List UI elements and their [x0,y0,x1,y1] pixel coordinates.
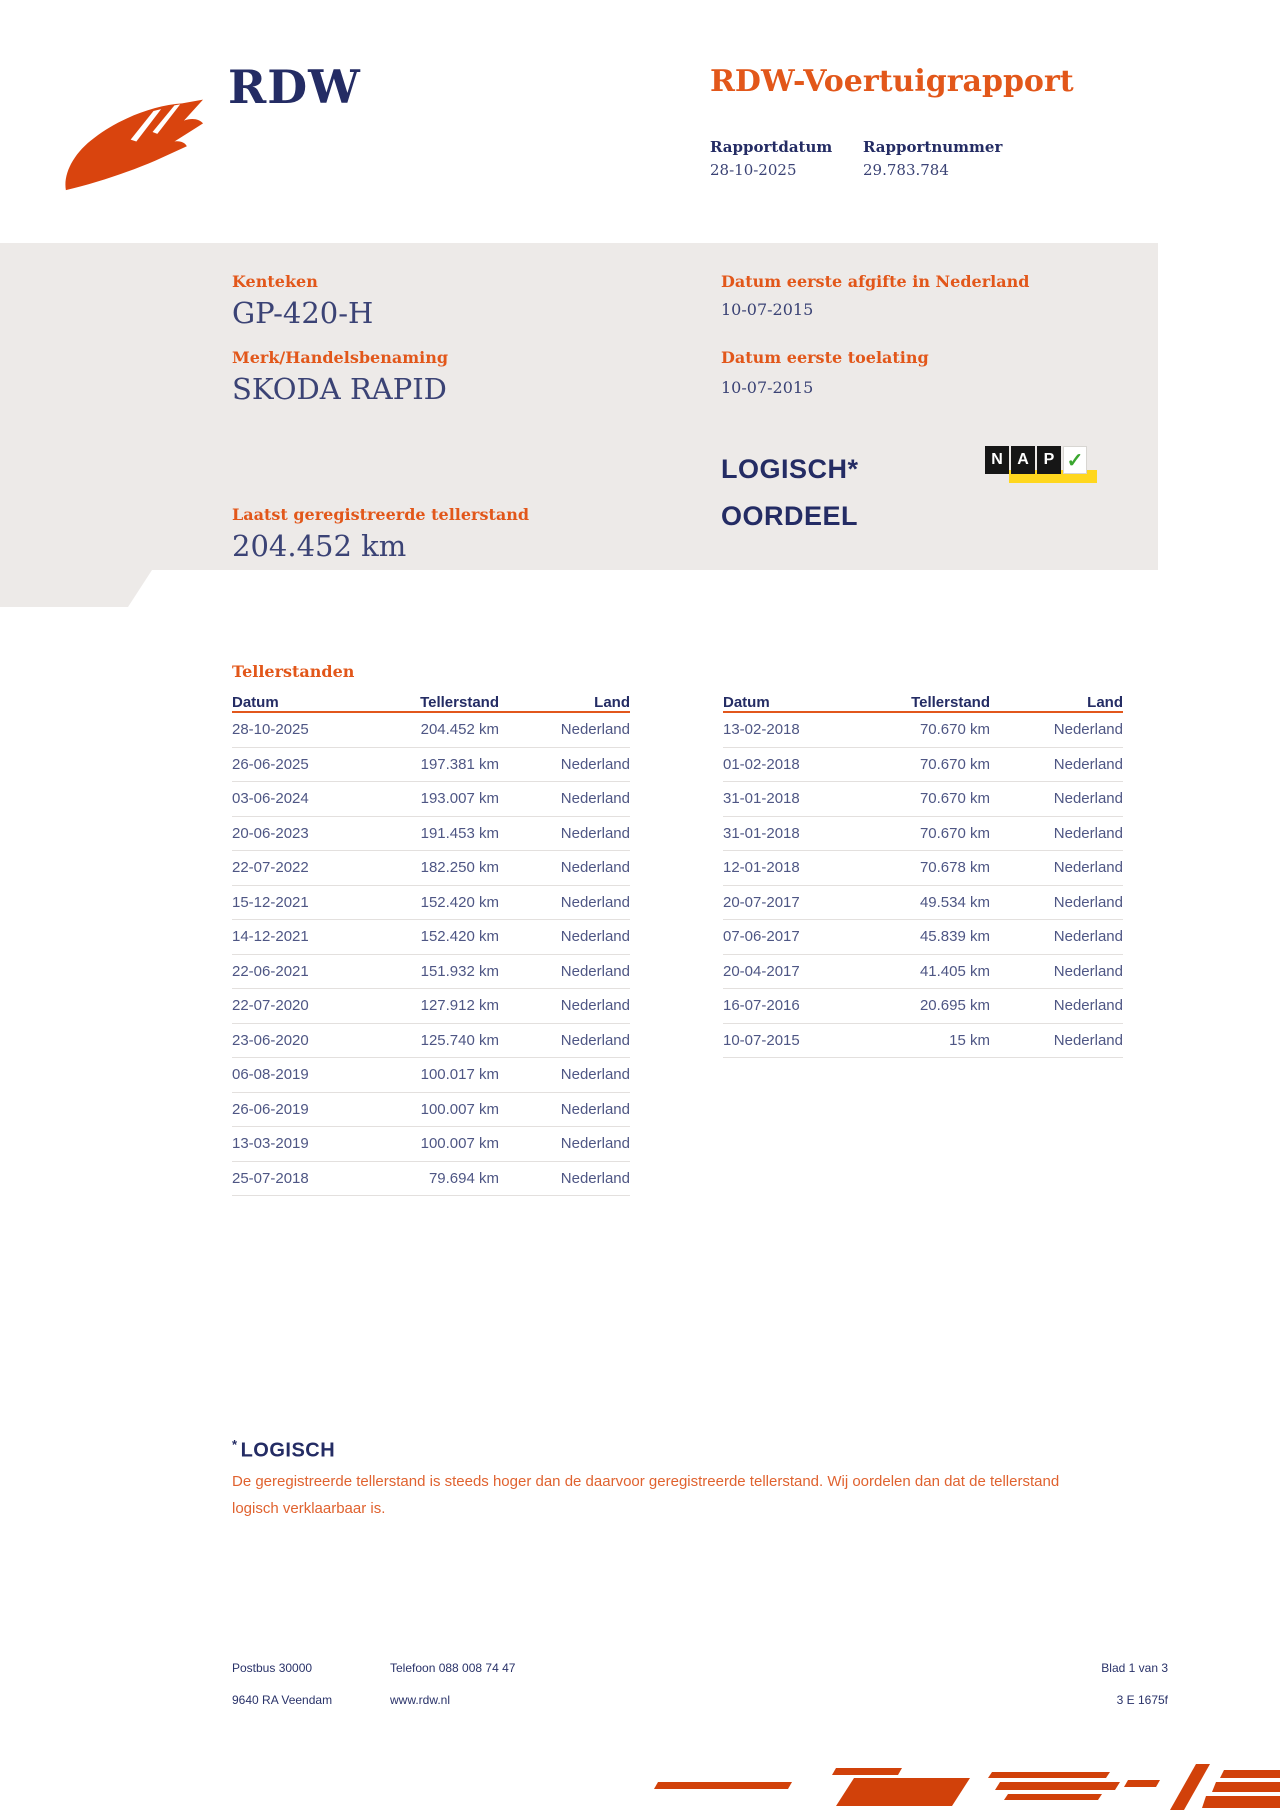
tellerstand-label: Laatst geregistreerde tellerstand [232,505,530,524]
report-date-label: Rapportdatum [710,138,833,156]
table-cell: Nederland [1053,997,1123,1015]
table-row [723,748,1123,783]
table-cell: 22-07-2020 [232,997,309,1015]
rdw-feather-logo-icon [56,92,211,192]
table-row [232,851,630,886]
report-number-label: Rapportnummer [863,138,1003,156]
table-cell: 70.670 km [919,755,990,773]
footer-website: www.rdw.nl [390,1693,451,1707]
nap-letter-a: A [1011,446,1035,474]
table-header-row [232,689,630,713]
merk-label: Merk/Handelsbenaming [232,348,449,367]
table-row [723,920,1123,955]
toelating-value: 10-07-2015 [721,378,814,397]
table-cell: 16-07-2016 [723,997,800,1015]
toelating-label: Datum eerste toelating [721,348,929,367]
table-row [232,1093,630,1128]
table-cell: Nederland [560,893,630,911]
logisch-asterisk: * [232,1437,238,1452]
oordeel-line2: OORDEEL [721,501,859,531]
col-header-datum: Datum [723,694,770,711]
table-cell: 20-04-2017 [723,962,800,980]
table-cell: 26-06-2025 [232,755,309,773]
table-cell: Nederland [1053,928,1123,946]
col-header-tellerstand: Tellerstand [420,694,499,711]
oordeel-text [721,446,859,540]
tellerstand-value: 204.452 km [232,529,407,563]
table-cell: 191.453 km [420,824,499,842]
table-body [232,713,630,1196]
table-cell: 12-01-2018 [723,859,800,877]
footer-address [232,1652,332,1716]
table-row [232,1024,630,1059]
table-cell: 41.405 km [919,962,990,980]
table-cell: 100.007 km [420,1135,499,1153]
table-cell: 20.695 km [919,997,990,1015]
table-cell: 49.534 km [919,893,990,911]
table-cell: 79.694 km [428,1169,499,1187]
table-cell: 15-12-2021 [232,893,309,911]
table-cell: 100.017 km [420,1066,499,1084]
table-cell: Nederland [1053,893,1123,911]
table-row [232,955,630,990]
table-cell: Nederland [560,859,630,877]
table-row [232,989,630,1024]
footer-doc-code: 3 E 1675f [1116,1693,1168,1707]
table-row [232,1058,630,1093]
afgifte-label: Datum eerste afgifte in Nederland [721,272,1030,291]
table-cell: 125.740 km [420,1031,499,1049]
footer-address-line1: Postbus 30000 [232,1661,313,1675]
table-cell: Nederland [560,928,630,946]
table-cell: 22-06-2021 [232,962,309,980]
table-cell: 70.678 km [919,859,990,877]
table-row [232,1162,630,1197]
nap-logo [985,444,1097,496]
table-cell: Nederland [560,1135,630,1153]
table-cell: 01-02-2018 [723,755,800,773]
table-row [723,989,1123,1024]
footer-page-info [1101,1652,1168,1716]
table-cell: 193.007 km [420,790,499,808]
table-row [232,886,630,921]
table-cell: 10-07-2015 [723,1031,800,1049]
footer-address-line2: 9640 RA Veendam [232,1693,333,1707]
table-cell: 70.670 km [919,790,990,808]
table-row [232,920,630,955]
table-cell: Nederland [560,962,630,980]
table-body [723,713,1123,1058]
table-cell: 100.007 km [420,1100,499,1118]
table-cell: 23-06-2020 [232,1031,309,1049]
table-cell: Nederland [560,824,630,842]
table-cell: 26-06-2019 [232,1100,309,1118]
table-cell: 31-01-2018 [723,824,800,842]
table-cell: 182.250 km [420,859,499,877]
table-cell: Nederland [1053,962,1123,980]
table-row [723,886,1123,921]
table-cell: 13-03-2019 [232,1135,309,1153]
table-row [723,817,1123,852]
table-cell: 22-07-2022 [232,859,309,877]
table-cell: Nederland [560,1031,630,1049]
report-number-value: 29.783.784 [863,161,949,179]
table-cell: Nederland [1053,824,1123,842]
table-cell: Nederland [1053,1031,1123,1049]
tellerstanden-heading: Tellerstanden [232,662,355,681]
table-cell: 70.670 km [919,824,990,842]
table-cell: 197.381 km [420,755,499,773]
nap-check-icon: ✓ [1063,446,1087,474]
table-cell: 70.670 km [919,721,990,739]
kenteken-value: GP-420-H [232,296,374,330]
footer-phone: Telefoon 088 008 74 47 [390,1661,516,1675]
table-cell: 152.420 km [420,928,499,946]
table-cell: Nederland [560,755,630,773]
table-cell: Nederland [1053,859,1123,877]
nap-letter-p: P [1037,446,1061,474]
afgifte-value: 10-07-2015 [721,300,814,319]
brand-wordmark: RDW [228,60,361,114]
table-cell: 25-07-2018 [232,1169,309,1187]
tellerstanden-table-left [232,689,630,1196]
table-row [723,713,1123,748]
report-date-value: 28-10-2025 [710,161,797,179]
table-cell: 07-06-2017 [723,928,800,946]
merk-value: SKODA RAPID [232,372,447,406]
col-header-land: Land [1087,694,1123,711]
table-cell: Nederland [560,1100,630,1118]
table-cell: Nederland [1053,721,1123,739]
footer-contact [390,1652,515,1716]
table-cell: 45.839 km [919,928,990,946]
col-header-tellerstand: Tellerstand [911,694,990,711]
table-cell: 13-02-2018 [723,721,800,739]
tellerstanden-table-right [723,689,1123,1058]
rdw-speedlines-graphic [640,1762,1280,1810]
table-cell: 127.912 km [420,997,499,1015]
table-cell: 151.932 km [420,962,499,980]
table-cell: Nederland [1053,790,1123,808]
table-cell: Nederland [560,997,630,1015]
table-cell: 28-10-2025 [232,721,309,739]
table-row [723,851,1123,886]
logisch-paragraph: De geregistreerde tellerstand is steeds hoger dan de daarvoor geregistreerde tellerstand. Wij oordelen dan dat de tellerstand logisch verklaarbaar is. [232,1473,1060,1517]
table-cell: 20-06-2023 [232,824,309,842]
table-row [232,713,630,748]
table-cell: 06-08-2019 [232,1066,309,1084]
table-row [232,1127,630,1162]
page-title: RDW-Voertuigrapport [710,64,1074,99]
oordeel-line1: LOGISCH* [721,454,859,484]
table-cell: 03-06-2024 [232,790,309,808]
table-row [232,817,630,852]
col-header-datum: Datum [232,694,279,711]
logisch-heading [232,1437,335,1463]
table-cell: 152.420 km [420,893,499,911]
table-cell: Nederland [560,1066,630,1084]
table-cell: 15 km [949,1031,990,1049]
nap-letter-n: N [985,446,1009,474]
table-row [723,782,1123,817]
table-row [723,1024,1123,1059]
table-header-row [723,689,1123,713]
table-cell: Nederland [560,1169,630,1187]
table-row [232,748,630,783]
footer-page-number: Blad 1 van 3 [1101,1661,1168,1675]
col-header-land: Land [594,694,630,711]
table-row [723,955,1123,990]
table-cell: 204.452 km [420,721,499,739]
table-cell: Nederland [1053,755,1123,773]
logisch-heading-text: LOGISCH [240,1439,336,1462]
kenteken-label: Kenteken [232,272,318,291]
table-row [232,782,630,817]
table-cell: Nederland [560,790,630,808]
table-cell: 20-07-2017 [723,893,800,911]
table-cell: 31-01-2018 [723,790,800,808]
table-cell: Nederland [560,721,630,739]
table-cell: 14-12-2021 [232,928,309,946]
vehicle-summary-panel [0,243,1158,607]
